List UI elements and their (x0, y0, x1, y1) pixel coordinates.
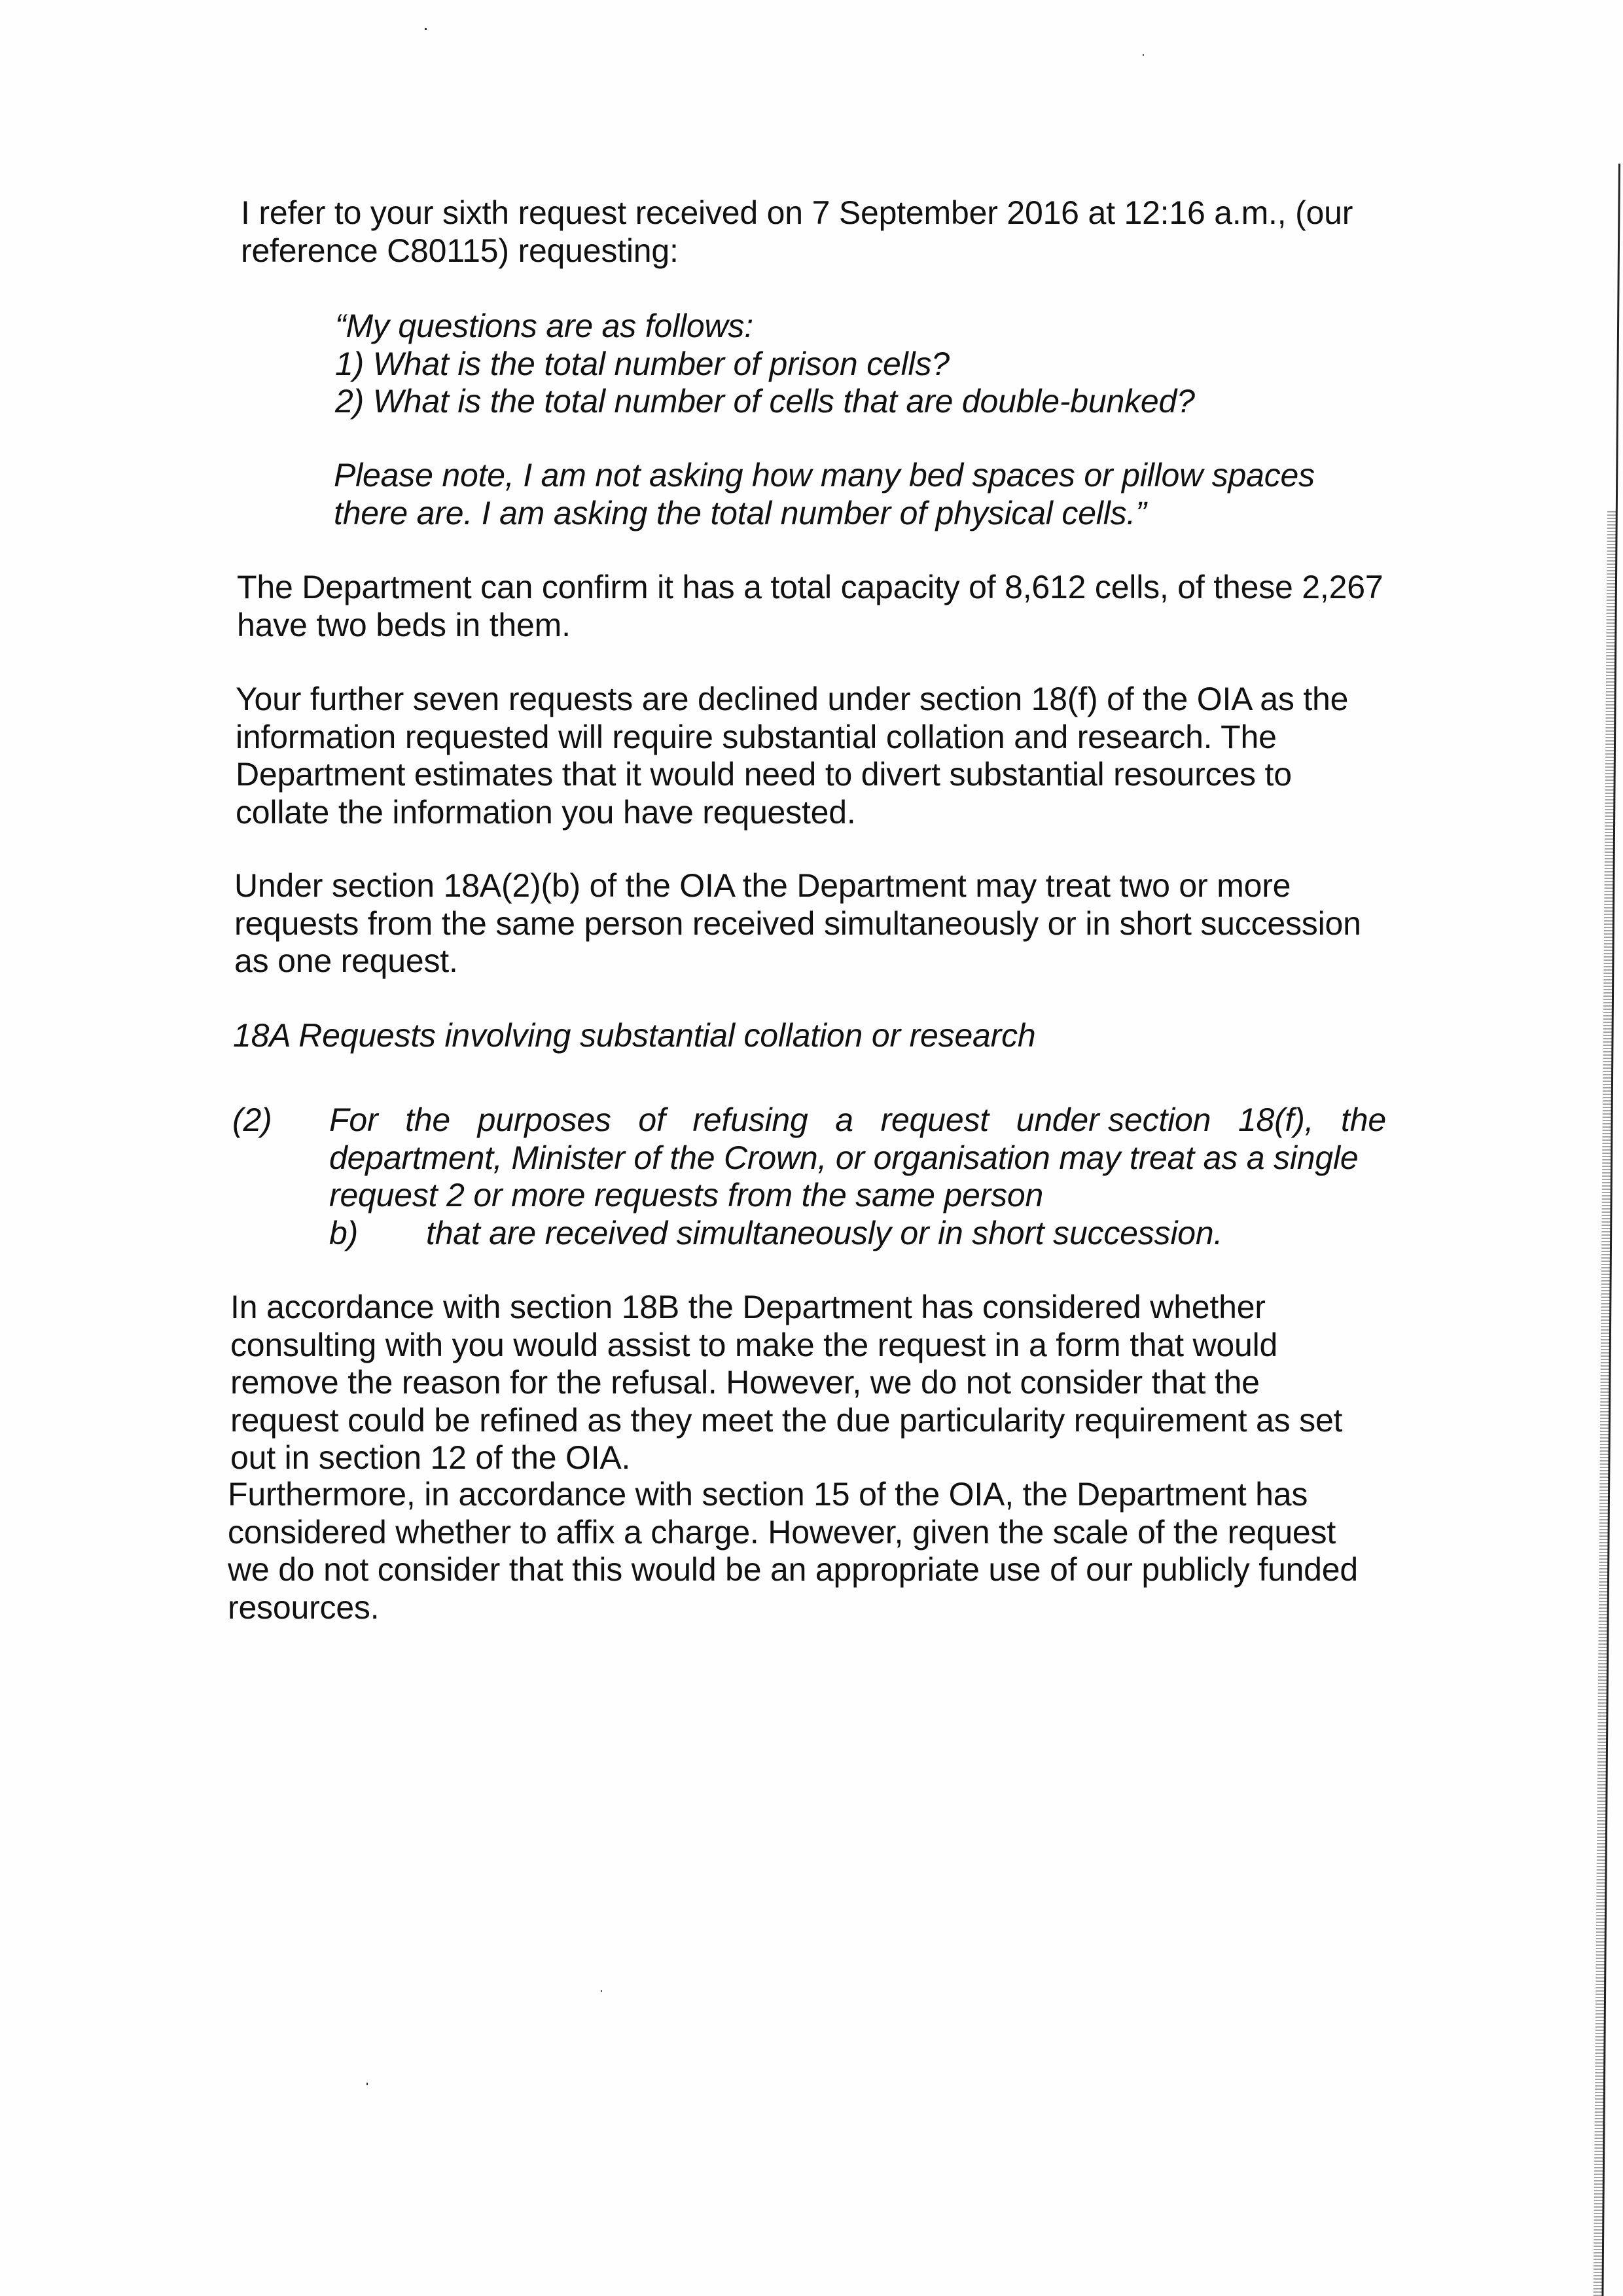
word: request (880, 1102, 989, 1138)
word: purposes (477, 1102, 611, 1138)
text-line: collate the information you have requested. (236, 793, 856, 831)
scan-speck (1143, 54, 1144, 56)
text-line: resources. (228, 1588, 380, 1626)
text-line: reference C80115) requesting: (241, 232, 679, 269)
text-line: as one request. (234, 942, 458, 979)
text-line: Your further seven requests are declined under section 18(f) of the OIA as the (236, 681, 1349, 717)
word: refusing (692, 1102, 808, 1138)
scan-speck (601, 1990, 602, 1992)
text-line: 1) What is the total number of prison cells? (335, 345, 950, 382)
scan-speck (366, 2083, 368, 2085)
word: the (405, 1102, 450, 1138)
text-line: considered whether to affix a charge. However, given the scale of the request (228, 1513, 1336, 1551)
text-line: The Department can confirm it has a total capacity of 8,612 cells, of these 2,267 (237, 569, 1383, 605)
section-18b-paragraph (230, 1289, 1342, 1477)
text-line: request 2 or more requests from the same person (329, 1177, 1044, 1213)
text-line: there are. I am asking the total number of physical cells.” (334, 494, 1147, 531)
clause-sub-item (232, 1215, 1386, 1253)
text-line: have two beds in them. (237, 606, 571, 643)
text-line: department, Minister of the Crown, or organisation may treat as a single (329, 1139, 1359, 1176)
text-line: Under section 18A(2)(b) of the OIA the Department may treat two or more (234, 867, 1291, 904)
text-line: Furthermore, in accordance with section 15 of the OIA, the Department has (228, 1476, 1308, 1513)
clause-justified-line (329, 1102, 1386, 1139)
text-line: In accordance with section 18B the Department has considered whether (230, 1289, 1266, 1325)
scan-speck (425, 28, 427, 30)
word: under section (1016, 1102, 1211, 1138)
word: a (835, 1102, 853, 1138)
clause-number: (2) (232, 1102, 272, 1138)
text-line: Department estimates that it would need to divert substantial resources to (236, 756, 1292, 793)
intro-paragraph (241, 194, 1353, 270)
text-line: “My questions are as follows: (335, 308, 753, 344)
text-line: 18A Requests involving substantial collation or research (233, 1017, 1036, 1054)
sub-item-label: b) (329, 1214, 359, 1251)
text-line: we do not consider that this would be an appropriate use of our publicly funded (228, 1551, 1358, 1588)
word: the (1341, 1102, 1386, 1138)
text-line: request could be refined as they meet the due particularity requirement as set (230, 1401, 1343, 1439)
text-line: consulting with you would assist to make the request in a form that would (230, 1326, 1278, 1363)
quoted-questions (335, 308, 1195, 421)
section-18a-clause (232, 1102, 1386, 1252)
declined-paragraph (236, 681, 1348, 831)
section-18a-intro-paragraph (234, 867, 1361, 980)
text-line: I refer to your sixth request received on 7 September 2016 at 12:16 a.m., (our (241, 194, 1353, 231)
text-line: requests from the same person received simultaneously or in short succession (234, 905, 1361, 942)
quoted-note (334, 457, 1315, 532)
capacity-paragraph (237, 569, 1383, 644)
word: 18(f), (1238, 1102, 1314, 1138)
word: of (638, 1102, 666, 1138)
word: For (329, 1102, 378, 1138)
text-line: out in section 12 of the OIA. (230, 1439, 631, 1476)
section-18a-heading (233, 1017, 1036, 1055)
text-line: information requested will require substantial collation and research. The (236, 718, 1277, 755)
text-line: remove the reason for the refusal. However, we do not consider that the (230, 1364, 1260, 1401)
sub-item-text: that are received simultaneously or in short succession. (426, 1214, 1223, 1251)
section-15-paragraph (228, 1476, 1358, 1626)
text-line: Please note, I am not asking how many bed spaces or pillow spaces (334, 457, 1315, 493)
text-line: 2) What is the total number of cells that are double-bunked? (335, 383, 1195, 420)
clause-first-row (232, 1102, 1386, 1139)
